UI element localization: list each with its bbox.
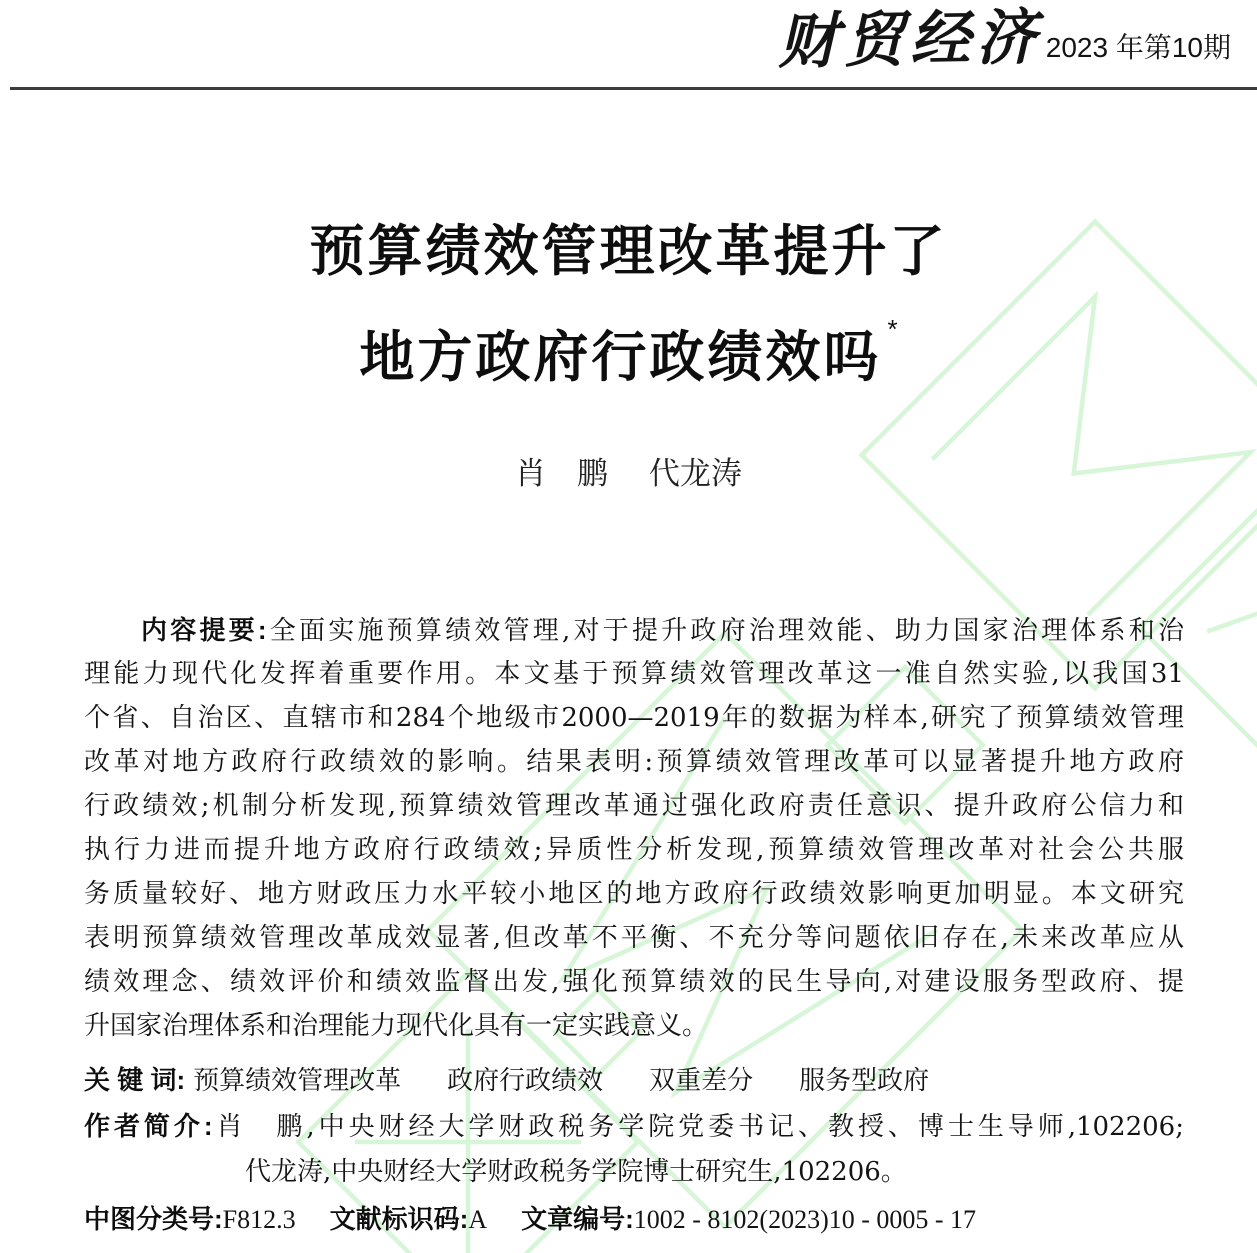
author-bio-line1 — [84, 1104, 1184, 1148]
article-title — [0, 212, 1257, 396]
clc-label: 中图分类号: — [84, 1204, 223, 1234]
abstract-line: 行政绩效;机制分析发现,预算绩效管理改革通过强化政府责任意识、提升政府公信力和 — [84, 791, 1184, 821]
author-names: 肖 鹏 代龙涛 — [515, 456, 742, 492]
keyword-item: 政府行政绩效 — [447, 1066, 604, 1096]
keyword-item: 双重差分 — [649, 1066, 754, 1096]
clc-value: F812.3 — [222, 1205, 296, 1234]
abstract-line: 理能力现代化发挥着重要作用。本文基于预算绩效管理改革这一准自然实验,以我国31 — [84, 659, 1184, 689]
author-bio-label: 作者简介: — [84, 1111, 213, 1141]
article-title-line2 — [0, 290, 1257, 396]
keyword-item: 预算绩效管理改革 — [193, 1066, 402, 1096]
abstract-line: 表明预算绩效管理改革成效显著,但改革不平衡、不充分等问题依旧存在,未来改革应从 — [84, 923, 1184, 953]
article-id-label: 文章编号: — [521, 1204, 634, 1234]
doc-code-value: A — [468, 1205, 488, 1234]
title-footnote-asterisk: * — [887, 314, 898, 344]
abstract-first-line-text: 全面实施预算绩效管理,对于提升政府治理效能、助力国家治理体系和治 — [266, 616, 1184, 646]
abstract-line: 改革对地方政府行政绩效的影响。结果表明:预算绩效管理改革可以显著提升地方政府 — [84, 747, 1184, 777]
article-id-value: 1002 - 8102(2023)10 - 0005 - 17 — [633, 1205, 977, 1234]
abstract-block — [84, 608, 1184, 1048]
abstract-body-lines — [84, 652, 1184, 1004]
abstract-line: 务质量较好、地方财政压力水平较小地区的地方政府行政绩效影响更加明显。本文研究 — [84, 879, 1184, 909]
abstract-line: 执行力进而提升地方政府行政绩效;异质性分析发现,预算绩效管理改革对社会公共服 — [84, 835, 1184, 865]
abstract-label: 内容提要: — [141, 615, 267, 645]
keywords-label: 关 键 词: — [84, 1065, 186, 1095]
header-divider — [10, 87, 1257, 90]
keyword-item: 服务型政府 — [799, 1066, 930, 1096]
abstract-first-line — [84, 608, 1184, 652]
keywords-list — [193, 1066, 929, 1096]
journal-header — [777, 2, 1231, 78]
keywords-row — [84, 1058, 1184, 1103]
abstract-last-line: 升国家治理体系和治理能力现代化具有一定实践意义。 — [84, 1011, 709, 1041]
author-bio-line1-text: 肖 鹏,中央财经大学财政税务学院党委书记、教授、博士生导师,102206; — [212, 1112, 1184, 1142]
abstract-line: 绩效理念、绩效评价和绩效监督出发,强化预算绩效的民生导向,对建设服务型政府、提 — [84, 967, 1184, 997]
classification-row — [84, 1197, 1204, 1242]
abstract-line: 个省、自治区、直辖市和284个地级市2000—2019年的数据为样本,研究了预算绩效管理 — [84, 703, 1184, 733]
author-bio-line2: 代龙涛,中央财经大学财政税务学院博士研究生,102206。 — [245, 1157, 907, 1187]
article-title-line2-text: 地方政府行政绩效吗 — [359, 326, 882, 388]
journal-logo: 财贸经济 — [777, 2, 1043, 78]
journal-issue: 2023 年第10期 — [1045, 32, 1231, 63]
doc-code-label: 文献标识码: — [329, 1204, 469, 1234]
article-title-line1: 预算绩效管理改革提升了 — [309, 220, 948, 282]
